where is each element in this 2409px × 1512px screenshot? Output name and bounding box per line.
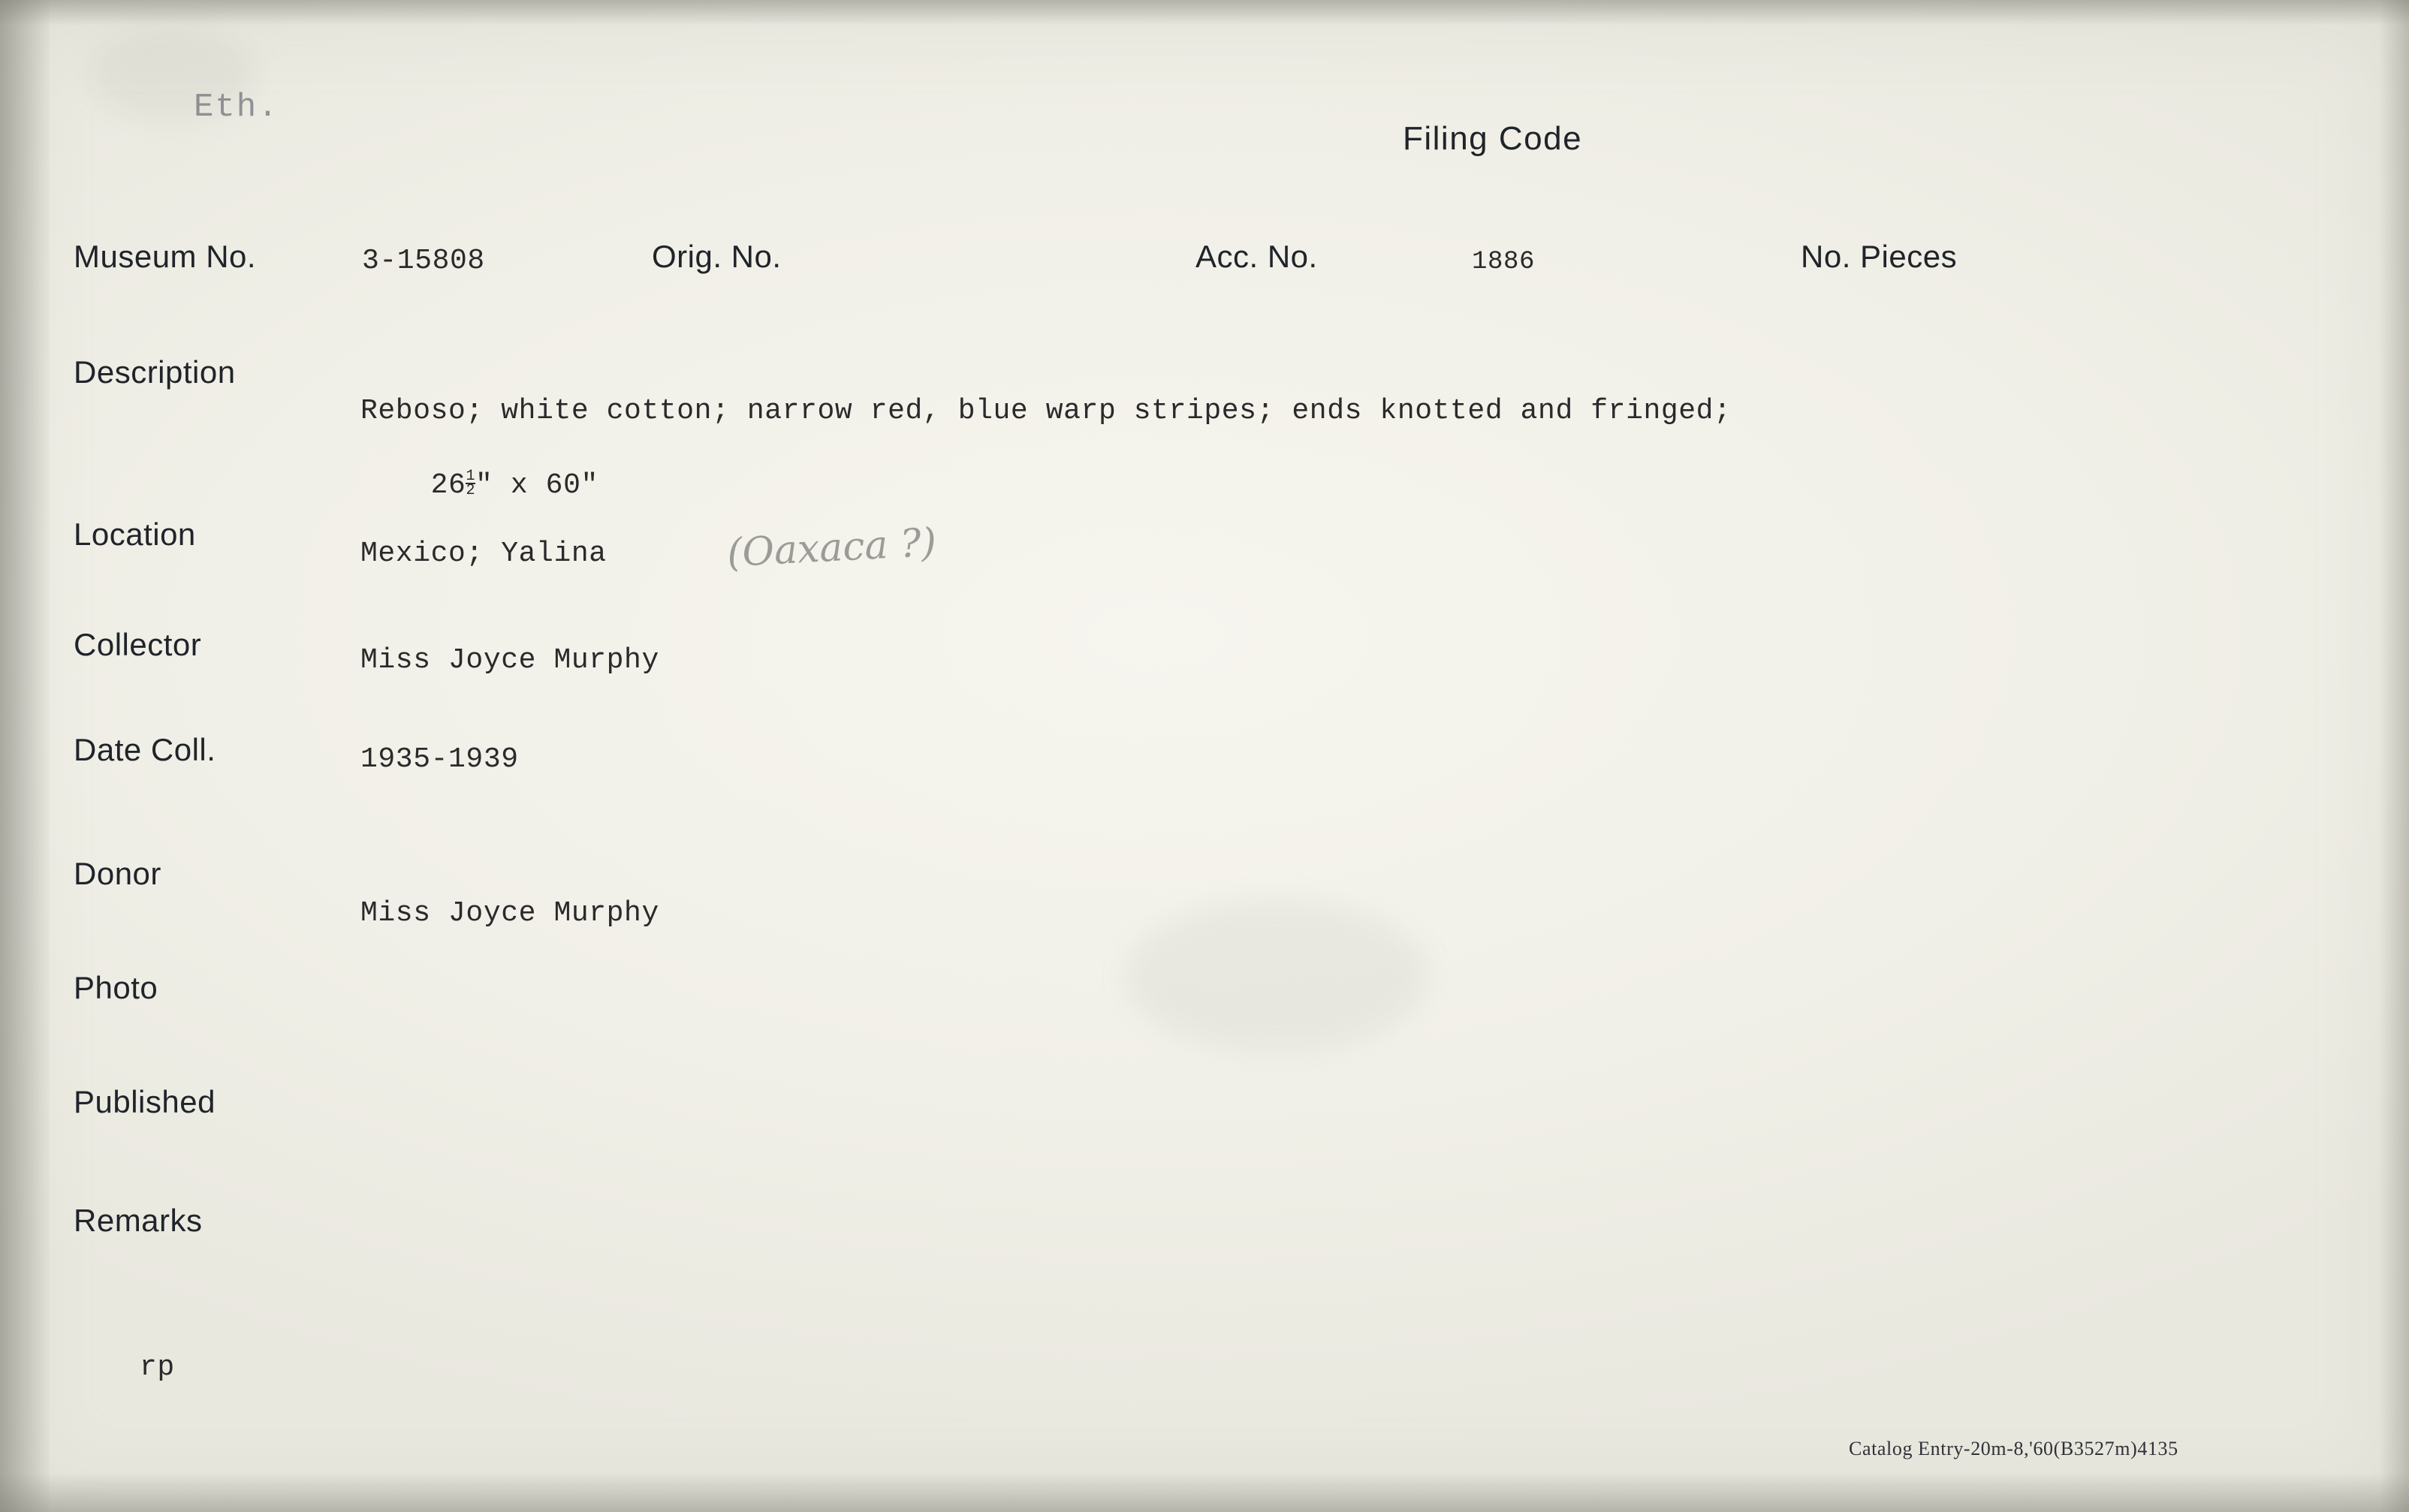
date-coll-value: 1935-1939 — [360, 743, 519, 776]
description-line-2 — [360, 437, 598, 534]
card-top-shadow — [0, 0, 2409, 26]
description-measure-suffix: " x 60" — [475, 469, 598, 501]
location-value: Mexico; Yalina — [360, 538, 607, 570]
location-pencil-annotation: (Oaxaca ?) — [725, 520, 938, 577]
location-label: Location — [74, 517, 196, 552]
card-bottom-shadow — [0, 1473, 2409, 1512]
photo-label: Photo — [74, 970, 158, 1005]
description-measure-whole: 26 — [430, 469, 466, 501]
donor-label: Donor — [74, 856, 161, 891]
museum-no-value: 3-15808 — [362, 245, 485, 277]
card-right-shadow — [2379, 0, 2409, 1512]
acc-no-value: 1886 — [1472, 248, 1536, 276]
date-coll-label: Date Coll. — [74, 732, 216, 767]
remarks-label: Remarks — [74, 1203, 203, 1238]
acc-no-label: Acc. No. — [1195, 239, 1318, 274]
donor-value: Miss Joyce Murphy — [360, 897, 659, 929]
collector-label: Collector — [74, 627, 202, 662]
published-label: Published — [74, 1084, 216, 1119]
collector-value: Miss Joyce Murphy — [360, 644, 659, 676]
description-label: Description — [74, 354, 236, 390]
museum-no-label: Museum No. — [74, 239, 257, 274]
eth-stamp: Eth. — [194, 89, 279, 126]
catalog-entry-footer: Catalog Entry-20m-8,'60(B3527m)4135 — [1849, 1438, 2178, 1459]
description-line-1: Reboso; white cotton; narrow red, blue warp stripes; ends knotted and fringed; — [360, 395, 1732, 427]
orig-no-label: Orig. No. — [652, 239, 782, 274]
filing-code-label: Filing Code — [1403, 120, 1583, 157]
paper-smudge — [1126, 901, 1427, 1051]
no-pieces-label: No. Pieces — [1801, 239, 1958, 274]
cataloger-initials: rp — [140, 1351, 175, 1384]
description-measure-fraction: $\frac{1}{2}$ — [466, 468, 476, 499]
card-left-shadow — [0, 0, 50, 1512]
